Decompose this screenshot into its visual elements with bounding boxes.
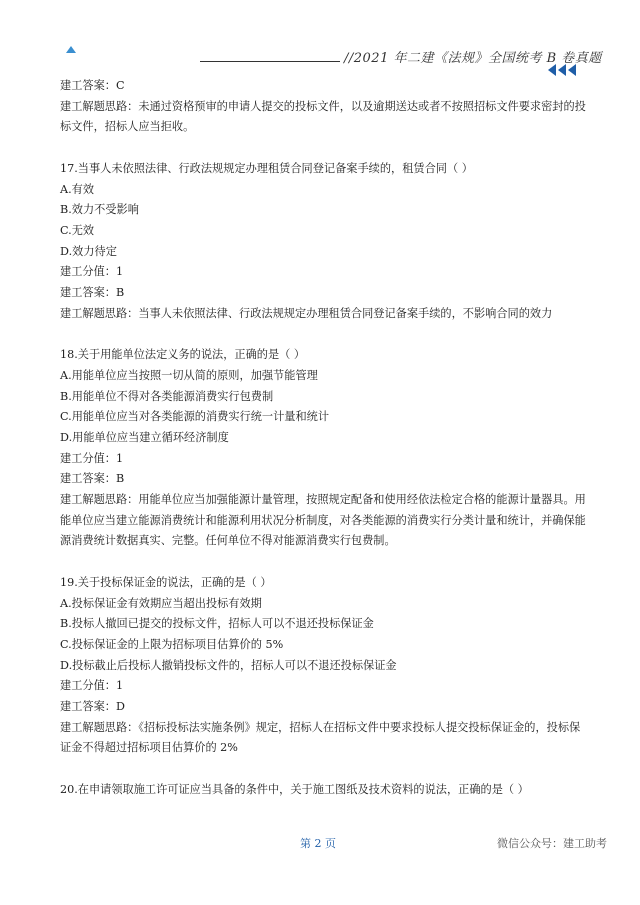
question-18 [60,345,588,552]
option-b: B.投标人撤回已提交的投标文件，招标人可以不退还投标保证金 [60,617,374,631]
option-d: D.投标截止后投标人撤销投标文件的，招标人可以不退还投标保证金 [60,658,397,672]
question-17 [60,159,588,325]
analysis-text: 建工解题思路：《招标投标法实施条例》规定，招标人在招标文件中要求投标人提交投标保证金的，投标保证金不得超过招标项目估算价的 2% [60,720,581,755]
answer-line: 建工答案：C [60,79,125,92]
spacer [60,552,588,573]
analysis-text: 建工解题思路：当事人未依照法律、行政法规规定办理租赁合同登记备案手续的，不影响合同的效力 [60,306,553,320]
question-stem: 20.在申请领取施工许可证应当具备的条件中，关于施工图纸及技术资料的说法，正确的是（ ） [60,782,529,796]
score-line: 建工分值：1 [60,679,124,693]
analysis-text: 建工解题思路：未通过资格预审的申请人提交的投标文件，以及逾期送达或者不按照招标文件要求密封的投标文件，招标人应当拒收。 [60,99,586,134]
option-b: B.用能单位不得对各类能源消费实行包费制 [60,389,274,403]
score-line: 建工分值：1 [60,265,124,279]
question-stem: 19.关于投标保证金的说法，正确的是（ ） [60,575,272,589]
triangle-up-icon [66,46,76,53]
option-a: A.有效 [60,182,95,196]
option-d: D.效力待定 [60,244,117,258]
option-c: C.无效 [60,223,95,237]
option-c: C.投标保证金的上限为招标项目估算价的 5% [60,637,284,651]
option-c: C.用能单位应当对各类能源的消费实行统一计量和统计 [60,410,330,424]
question-stem: 17.当事人未依照法律、行政法规规定办理租赁合同登记备案手续的，租赁合同（ ） [60,161,473,175]
option-b: B.效力不受影响 [60,203,139,217]
spacer [60,138,588,159]
header-title: //2021 年二建《法规》全国统考 B 卷真题 [344,51,602,66]
chevron-left-icon [568,64,576,76]
wechat-account: 微信公众号：建工助考 [497,837,607,850]
header-chevrons [548,64,576,76]
option-a: A.投标保证金有效期应当超出投标有效期 [60,596,262,610]
option-a: A.用能单位应当按照一切从简的原则，加强节能管理 [60,368,318,382]
document-body [60,76,588,801]
answer-line: 建工答案：D [60,700,125,714]
analysis-text: 建工解题思路：用能单位应当加强能源计量管理，按照规定配备和使用经依法检定合格的能源计量器具。用能单位应当建立能源消费统计和能源利用状况分析制度，对各类能源的消费实行分类计量和统计，并确保能源消费统计数据真实、完整。任何单位不得对能源消费实行包费制。 [60,493,586,548]
question-19 [60,573,588,759]
spacer [60,324,588,345]
page-number: 第 2 页 [300,837,336,850]
answer-line: 建工答案：B [60,472,125,486]
spacer [60,759,588,780]
score-line: 建工分值：1 [60,451,124,465]
answer-line: 建工答案：B [60,286,125,300]
chevron-left-icon [548,64,556,76]
question-stem: 18.关于用能单位法定义务的说法，正确的是（ ） [60,348,306,362]
option-d: D.用能单位应当建立循环经济制度 [60,430,229,444]
header-rule [200,61,340,62]
chevron-left-icon [558,64,566,76]
